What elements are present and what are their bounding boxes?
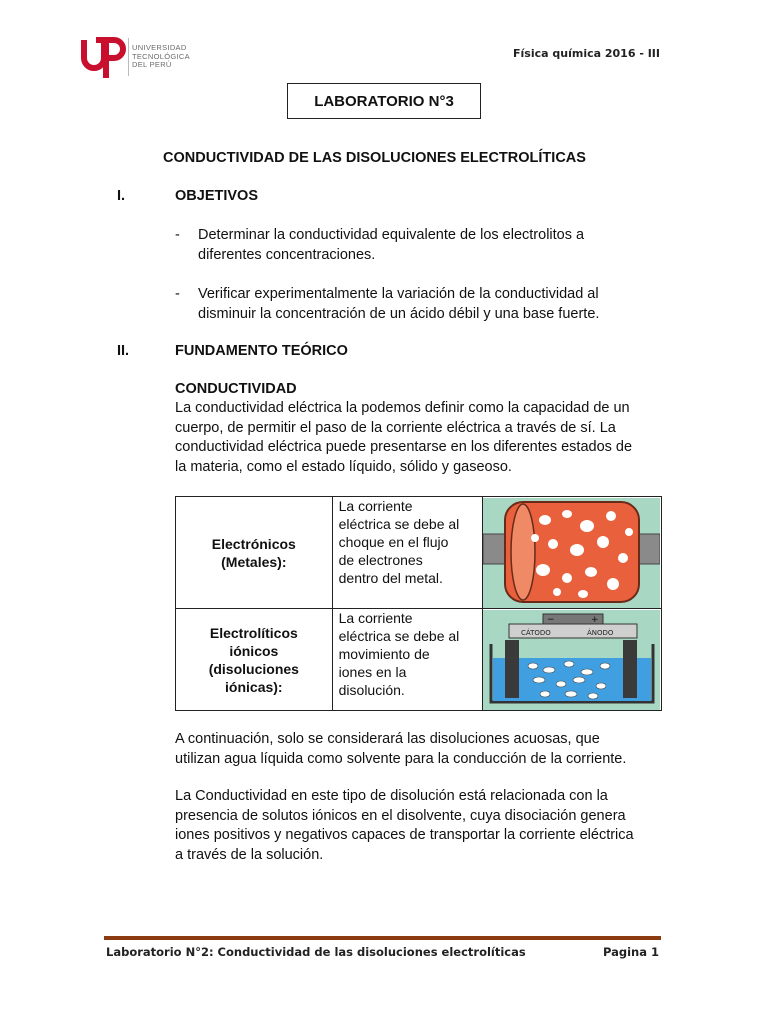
table-cell-image <box>483 497 662 609</box>
cathode-label: CÁTODO <box>521 628 552 637</box>
anode-label: ÁNODO <box>587 628 614 637</box>
doc-title: CONDUCTIVIDAD DE LAS DISOLUCIONES ELECTROLÍTICAS <box>163 150 586 166</box>
subsection-title: CONDUCTIVIDAD <box>175 381 297 397</box>
electrolytic-cell-illustration <box>483 610 660 710</box>
paragraph: La Conductividad en este tipo de disolución está relacionada con la presencia de solutos iónicos en el disolvente, cuya disociación genera iones positivos y negativos capaces de transportar la corriente eléctrica a través de la solución. <box>175 788 634 863</box>
bullet-item: Verificar experimentalmente la variación de la conductividad al disminuir la concentración de un ácido débil y una base fuerte. <box>198 286 600 322</box>
logo-line: TECNOLÓGICA <box>132 51 190 61</box>
plus-sign: + <box>591 614 599 625</box>
university-logo <box>80 36 200 80</box>
footer-title: Laboratorio N°2: Conductividad de las disoluciones electrolíticas <box>106 945 526 959</box>
bullet-item: Determinar la conductividad equivalente de los electrolitos a diferentes concentraciones. <box>198 227 585 263</box>
course-header: Física química 2016 - III <box>513 47 660 60</box>
utp-logo-icon <box>80 36 128 80</box>
paragraph: A continuación, solo se considerará las disoluciones acuosas, que utilizan agua líquida como solvente para la conducción de la corriente. <box>175 731 627 767</box>
paragraph: La conductividad eléctrica la podemos definir como la capacidad de un cuerpo, de permitir el paso de la corriente eléctrica a través de sí. La conductividad eléctrica puede presentarse en los diferentes estados de la materia, como el estado líquido, sólido y gaseoso. <box>175 400 633 475</box>
page-number: Pagina 1 <box>602 945 659 959</box>
table-cell-image <box>483 609 662 711</box>
bullet-dash: - <box>175 227 180 243</box>
footer-divider <box>104 936 661 940</box>
minus-sign: − <box>547 614 555 625</box>
table-cell-desc: La corriente eléctrica se debe al choque en el flujo de electrones dentro del metal. <box>332 497 483 609</box>
lab-title-box <box>287 83 481 119</box>
section-title: OBJETIVOS <box>175 188 258 204</box>
table-row <box>176 609 662 711</box>
bullet-dash: - <box>175 286 180 302</box>
section-number: I. <box>117 188 126 204</box>
table-cell-label: Electrolíticos iónicos (disoluciones iónicas): <box>176 609 333 711</box>
section-title: FUNDAMENTO TEÓRICO <box>175 343 348 359</box>
table-row <box>176 497 662 609</box>
conductivity-table <box>175 496 662 711</box>
section-number: II. <box>117 343 130 359</box>
table-cell-label: Electrónicos (Metales): <box>176 497 333 609</box>
logo-line: DEL PERÚ <box>132 60 172 69</box>
lab-title: LABORATORIO N°3 <box>314 92 454 110</box>
metal-cylinder-illustration <box>483 498 660 608</box>
logo-line: UNIVERSIDAD <box>132 43 187 52</box>
table-cell-desc: La corriente eléctrica se debe al movimiento de iones en la disolución. <box>332 609 483 711</box>
